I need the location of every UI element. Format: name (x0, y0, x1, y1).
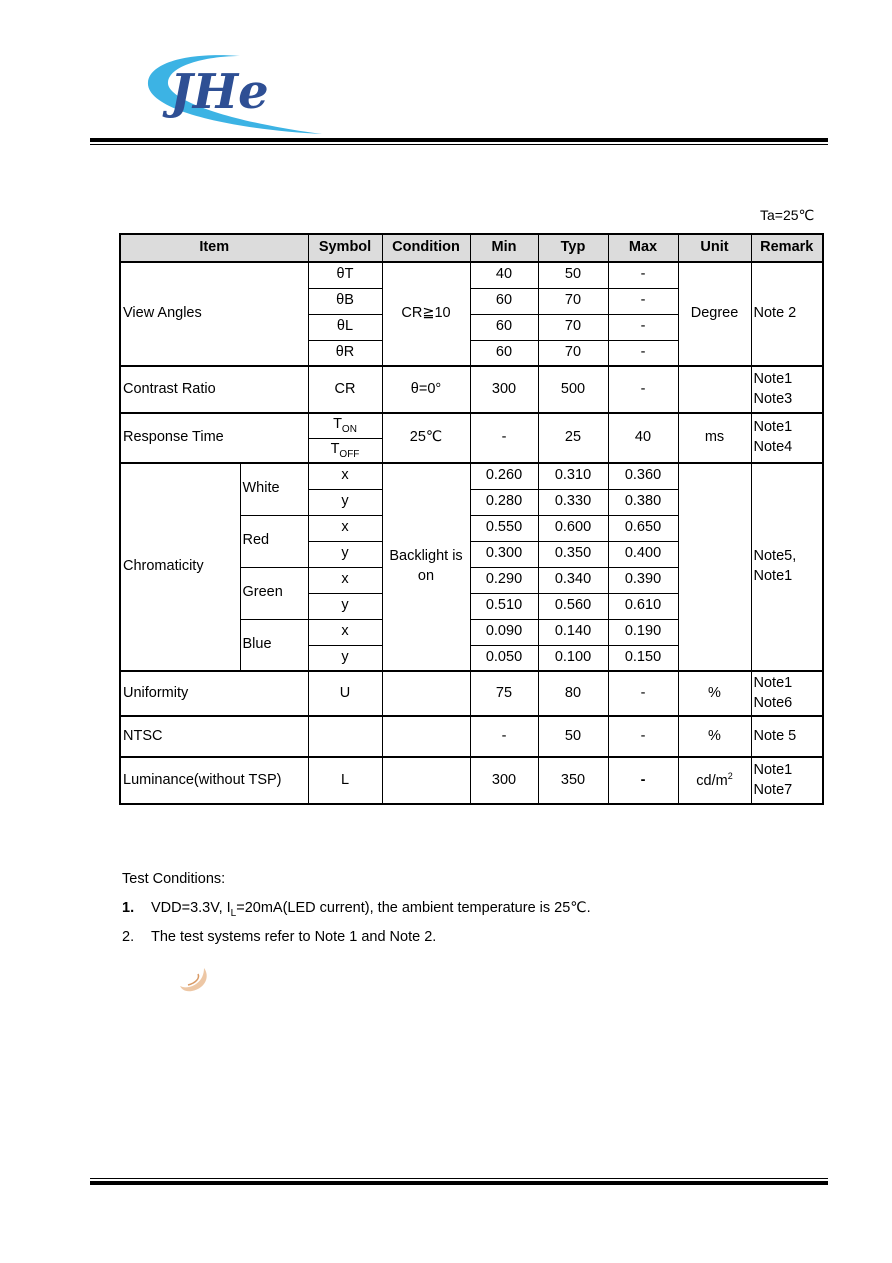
table-row (120, 413, 823, 438)
contrast-min: 300 (470, 366, 538, 413)
symbol-cell: θL (308, 314, 382, 340)
typ-cell: 0.350 (538, 541, 608, 567)
table-row (120, 366, 823, 413)
ntsc-max: - (608, 716, 678, 757)
contrast-symbol: CR (308, 366, 382, 413)
logo-text: JHe (170, 64, 269, 120)
min-cell: 0.090 (470, 619, 538, 645)
max-cell: 0.390 (608, 567, 678, 593)
response-condition: 25℃ (382, 413, 470, 463)
luminance-item: Luminance(without TSP) (120, 757, 308, 804)
header-min: Min (470, 234, 538, 262)
luminance-min: 300 (470, 757, 538, 804)
symbol-cell: θB (308, 288, 382, 314)
min-cell: 60 (470, 288, 538, 314)
ntsc-remark: Note 5 (751, 716, 823, 757)
remark-line: Note7 (753, 781, 793, 798)
header-rule (90, 138, 828, 145)
typ-cell: 0.310 (538, 463, 608, 489)
contrast-item: Contrast Ratio (120, 366, 308, 413)
min-cell: 0.280 (470, 489, 538, 515)
luminance-remark (751, 757, 823, 804)
symbol-cell: x (308, 567, 382, 593)
min-cell: 60 (470, 314, 538, 340)
contrast-condition: θ=0° (382, 366, 470, 413)
min-cell: 0.050 (470, 645, 538, 671)
footer-rule (90, 1178, 828, 1185)
remark-line: Note6 (753, 694, 793, 711)
view-angles-unit: Degree (678, 262, 751, 366)
max-cell: - (608, 262, 678, 288)
color-blue: Blue (240, 619, 308, 671)
test-condition-2: 2. The test systems refer to Note 1 and Note 2. (122, 929, 437, 945)
contrast-unit (678, 366, 751, 413)
luminance-max: - (608, 757, 678, 804)
typ-cell: 70 (538, 288, 608, 314)
test-conditions-title: Test Conditions: (122, 871, 226, 887)
table-row (120, 757, 823, 804)
max-cell: 0.400 (608, 541, 678, 567)
typ-cell: 0.340 (538, 567, 608, 593)
remark-line: Note3 (753, 390, 793, 407)
typ-cell: 0.600 (538, 515, 608, 541)
max-cell: - (608, 288, 678, 314)
typ-cell: 50 (538, 262, 608, 288)
decorative-mark-icon (178, 966, 210, 994)
ntsc-unit: % (678, 716, 751, 757)
chromaticity-remark (751, 463, 823, 671)
symbol-cell: y (308, 541, 382, 567)
chromaticity-condition: Backlight is on (382, 463, 470, 671)
ntsc-symbol (308, 716, 382, 757)
remark-line: Note1 (753, 761, 793, 778)
color-white: White (240, 463, 308, 515)
min-cell: 60 (470, 340, 538, 366)
remark-line: Note5, (753, 548, 797, 565)
uniformity-max: - (608, 671, 678, 716)
min-cell: 40 (470, 262, 538, 288)
symbol-cell: θT (308, 262, 382, 288)
luminance-symbol: L (308, 757, 382, 804)
header-row (120, 234, 823, 262)
max-cell: 0.150 (608, 645, 678, 671)
view-angles-condition: CR≧10 (382, 262, 470, 366)
company-logo (140, 42, 330, 137)
header-max: Max (608, 234, 678, 262)
symbol-cell: θR (308, 340, 382, 366)
response-min: - (470, 413, 538, 463)
toff-symbol: $T_{OFF}$ (308, 438, 382, 463)
uniformity-remark (751, 671, 823, 716)
table-row (120, 716, 823, 757)
min-cell: 0.550 (470, 515, 538, 541)
contrast-typ: 500 (538, 366, 608, 413)
uniformity-min: 75 (470, 671, 538, 716)
max-cell: 0.190 (608, 619, 678, 645)
typ-cell: 70 (538, 340, 608, 366)
header-unit: Unit (678, 234, 751, 262)
remark-line: Note1 (753, 419, 793, 436)
table-row (120, 262, 823, 288)
contrast-max: - (608, 366, 678, 413)
max-cell: 0.360 (608, 463, 678, 489)
min-cell: 0.290 (470, 567, 538, 593)
ambient-condition: Ta=25℃ (760, 207, 815, 223)
uniformity-item: Uniformity (120, 671, 308, 716)
header-item: Item (120, 234, 308, 262)
response-remark (751, 413, 823, 463)
max-cell: 0.380 (608, 489, 678, 515)
view-angles-remark: Note 2 (751, 262, 823, 366)
response-item: Response Time (120, 413, 308, 463)
color-green: Green (240, 567, 308, 619)
typ-cell: 0.560 (538, 593, 608, 619)
symbol-cell: x (308, 515, 382, 541)
typ-cell: 0.140 (538, 619, 608, 645)
remark-line: Note1 (753, 674, 793, 691)
luminance-unit: $cd/m^2$ (678, 757, 751, 804)
typ-cell: 0.100 (538, 645, 608, 671)
test-condition-1: 1. VDD=3.3V, $I_L=20mA(LED$ current), the ambient temperature is 25℃. (122, 900, 591, 919)
typ-cell: 0.330 (538, 489, 608, 515)
uniformity-unit: % (678, 671, 751, 716)
symbol-cell: y (308, 593, 382, 619)
header-condition: Condition (382, 234, 470, 262)
max-cell: - (608, 314, 678, 340)
ton-symbol: $T_{ON}$ (308, 413, 382, 438)
ntsc-condition (382, 716, 470, 757)
ntsc-typ: 50 (538, 716, 608, 757)
color-red: Red (240, 515, 308, 567)
remark-line: Note1 (753, 568, 793, 584)
chromaticity-unit (678, 463, 751, 671)
response-unit: ms (678, 413, 751, 463)
uniformity-typ: 80 (538, 671, 608, 716)
ntsc-min: - (470, 716, 538, 757)
response-max: 40 (608, 413, 678, 463)
typ-cell: 70 (538, 314, 608, 340)
max-cell: 0.610 (608, 593, 678, 619)
view-angles-item: View Angles (120, 262, 308, 366)
contrast-remark (751, 366, 823, 413)
symbol-cell: x (308, 619, 382, 645)
max-cell: 0.650 (608, 515, 678, 541)
table-row (120, 671, 823, 716)
remark-line: Note4 (753, 439, 793, 455)
min-cell: 0.510 (470, 593, 538, 619)
header-symbol: Symbol (308, 234, 382, 262)
symbol-cell: y (308, 489, 382, 515)
ntsc-item: NTSC (120, 716, 308, 757)
min-cell: 0.300 (470, 541, 538, 567)
remark-line: Note1 (753, 370, 793, 387)
symbol-cell: y (308, 645, 382, 671)
response-typ: 25 (538, 413, 608, 463)
header-typ: Typ (538, 234, 608, 262)
uniformity-condition (382, 671, 470, 716)
min-cell: 0.260 (470, 463, 538, 489)
luminance-typ: 350 (538, 757, 608, 804)
header-remark: Remark (751, 234, 823, 262)
symbol-cell: x (308, 463, 382, 489)
table-row (120, 463, 823, 489)
optical-spec-table (119, 233, 824, 805)
chromaticity-item: Chromaticity (120, 463, 240, 671)
max-cell: - (608, 340, 678, 366)
luminance-condition (382, 757, 470, 804)
uniformity-symbol: U (308, 671, 382, 716)
